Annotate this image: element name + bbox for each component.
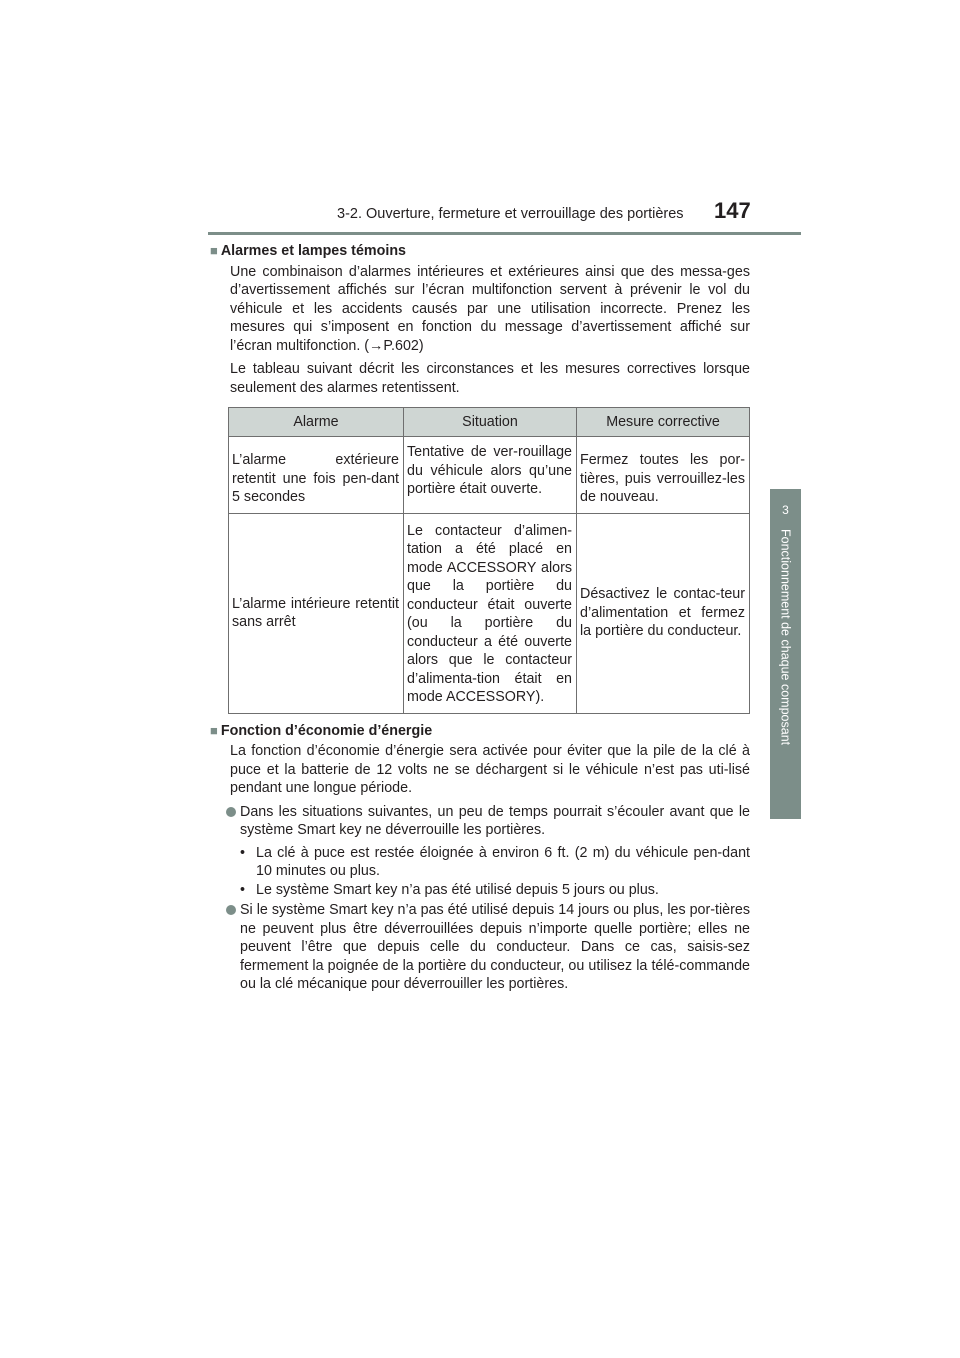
list-item-text: Dans les situations suivantes, un peu de temps pourrait s’écouler avant que le système Smart key ne déverrouille les portières.	[240, 803, 750, 838]
chapter-tab	[770, 489, 801, 819]
sub-list-item	[240, 844, 750, 881]
column-header: Mesure corrective	[577, 408, 750, 437]
page-content	[210, 242, 750, 998]
header-rule	[208, 232, 801, 235]
sub-list-item-text: La clé à puce est restée éloignée à environ 6 ft. (2 m) du véhicule pen-dant 10 minutes ou plus.	[256, 844, 750, 879]
table-cell: Fermez toutes les por-tières, puis verrouillez-les de nouveau.	[577, 437, 750, 514]
round-bullet-icon	[226, 807, 236, 817]
list-item	[230, 901, 750, 994]
table-cell: Le contacteur d’alimen-tation a été placé en mode ACCESSORY alors que la portière du conducteur était ouverte (ou la portière du conducteur a été ouverte alors que le contacteur d’alimenta-tion était en mode ACCESSORY).	[404, 513, 577, 713]
alarm-table	[228, 407, 750, 714]
running-header: 3-2. Ouverture, fermeture et verrouillage des portières	[337, 206, 684, 222]
page-number: 147	[714, 198, 751, 223]
list-item	[230, 803, 750, 840]
section-heading-text: Alarmes et lampes témoins	[220, 243, 406, 259]
sub-list-item	[240, 881, 750, 900]
section-heading-alarms	[210, 242, 750, 261]
chapter-label: Fonctionnement de chaque composant	[778, 529, 793, 746]
paragraph: La fonction d’économie d’énergie sera activée pour éviter que la pile de la clé à puce et la batterie de 12 volts ne se déchargent si le véhicule n’est pas uti-lisé pendant une longue période.	[230, 743, 750, 796]
table-cell: L’alarme intérieure retentit sans arrêt	[229, 513, 404, 713]
small-bullet-icon: •	[240, 881, 246, 898]
table-cell: Désactivez le contac-teur d’alimentation et fermez la portière du conducteur.	[577, 513, 750, 713]
column-header: Situation	[404, 408, 577, 437]
small-bullet-icon: •	[240, 844, 246, 861]
table-row	[229, 437, 750, 514]
chapter-number: 3	[782, 503, 789, 517]
section-heading-text: Fonction d’économie d’énergie	[220, 722, 433, 739]
table-cell: L’alarme extérieure retentit une fois pen-dant 5 secondes	[229, 437, 404, 514]
section-heading-energy	[210, 722, 750, 741]
table-header-row	[229, 408, 750, 437]
sub-list-item-text: Le système Smart key n’a pas été utilisé depuis 5 jours ou plus.	[256, 881, 659, 898]
round-bullet-icon	[226, 905, 236, 915]
column-header: Alarme	[229, 408, 404, 437]
paragraph: Une combinaison d’alarmes intérieures et extérieures ainsi que des messa-ges d’avertissement affichés sur l’écran multifonction servent à prévenir le vol du véhicule et les accidents causés par une utilisation incorrecte. Prenez les mesures qui s’imposent en fonction du message d’avertissement affiché sur l’écran multifonction. (→P.602)	[230, 263, 750, 354]
square-bullet-icon: ■	[210, 722, 218, 738]
paragraph: Le tableau suivant décrit les circonstances et les mesures correctives lorsque seulement des alarmes retentissent.	[230, 361, 750, 396]
square-bullet-icon: ■	[210, 243, 218, 258]
table-row	[229, 513, 750, 713]
table-cell: Tentative de ver-rouillage du véhicule alors qu’une portière était ouverte.	[404, 437, 577, 514]
list-item-text: Si le système Smart key n’a pas été utilisé depuis 14 jours ou plus, les por-tières ne peuvent plus être déverrouillées depuis n’importe quelle portière; elles ne peuvent l’être que depuis celle du conducteur. Dans ce cas, saisis-sez fermement la poignée de la portière du conducteur, ou utilisez la télé-commande ou la clé mécanique pour déverrouiller les portières.	[240, 902, 750, 992]
